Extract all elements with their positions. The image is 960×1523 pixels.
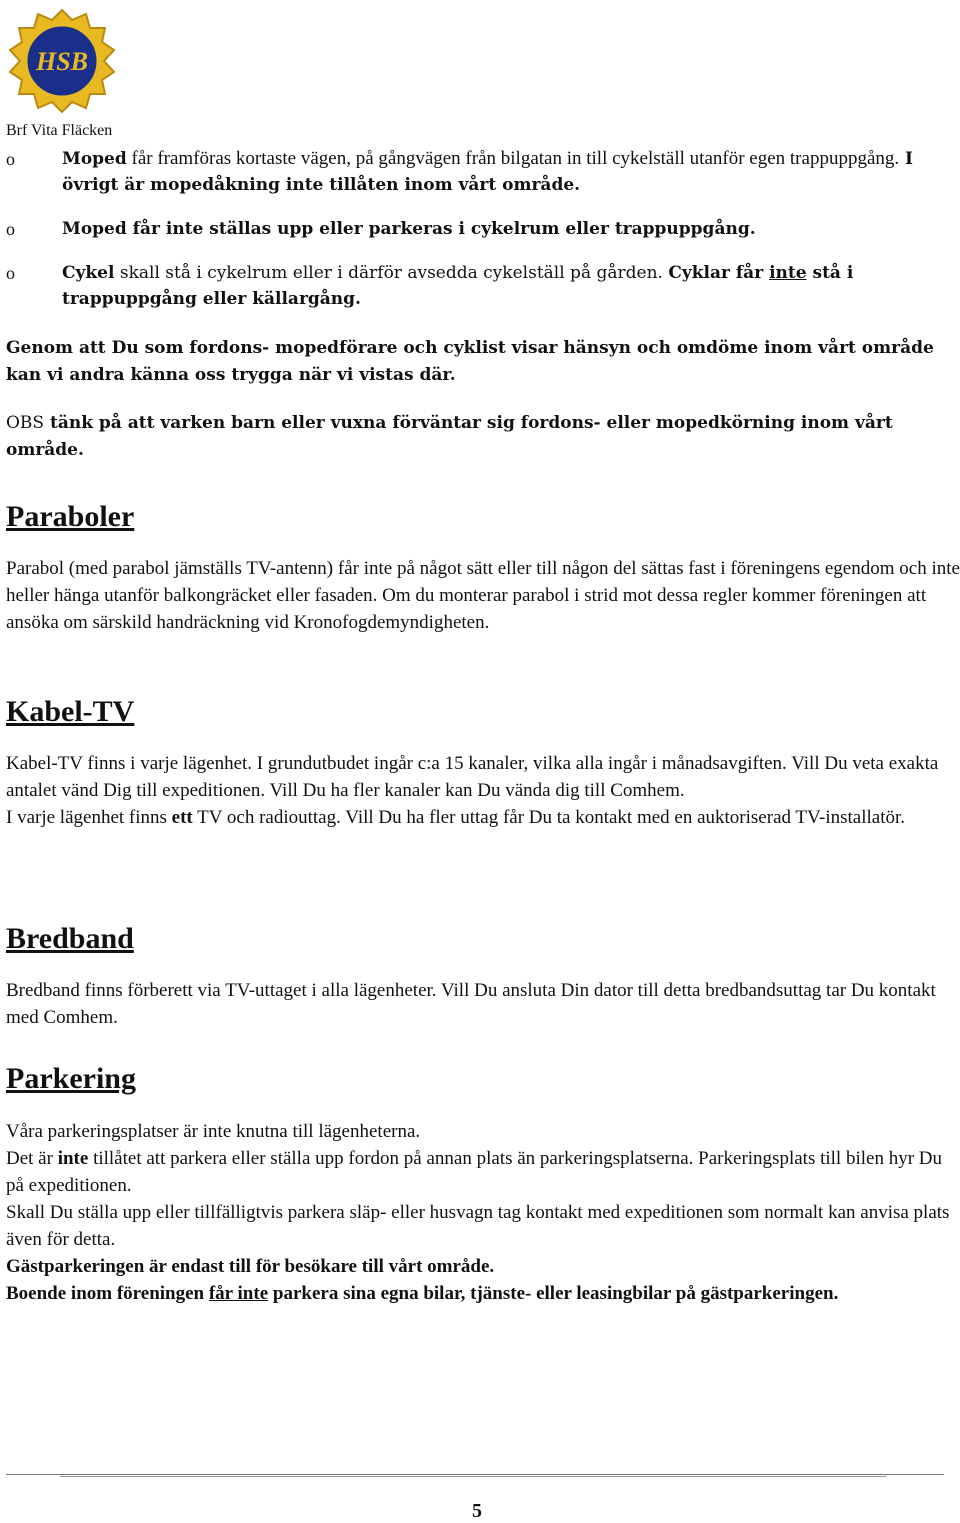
footer-divider-inner [60,1476,886,1477]
obs-paragraph [6,410,956,464]
text: får framföras kortaste vägen, på gångvägen från bilgatan in till cykelställ utanför egen trappuppgång. [126,148,900,169]
paragraph: Skall Du ställa upp eller tillfälligtvis parkera släp- eller husvagn tag kontakt med expeditionen som normalt kan anvisa plats även för detta. [6,1202,950,1250]
bold-text: Moped får inte ställas upp eller parkeras i cykelrum eller trappuppgång. [62,219,756,239]
bullet-marker: o [6,219,15,239]
heading-bredband: Bredband [6,922,134,955]
underlined-bold-text: inte [769,263,807,283]
kabel-body [6,750,960,831]
text: skall stå i cykelrum eller i därför avsedda cykelställ på gården. [114,263,669,283]
bold-text: Moped [62,149,127,169]
paragraph: Kabel-TV finns i varje lägenhet. I grundutbudet ingår c:a 15 kanaler, vilka alla ingår i månadsavgiften. Vill Du veta exakta antalet vänd Dig till expeditionen. Vill Du ha fler kanaler kan Du vända dig till Comhem. [6,753,939,801]
paragraph: I varje lägenhet finns ett TV och radiouttag. Vill Du ha fler uttag får Du ta kontakt med en auktoriserad TV-installatör. [6,807,905,828]
bold-text: Cyklar får [668,263,770,283]
bullet-marker: o [6,263,15,283]
heading-paraboler: Paraboler [6,500,135,533]
bold-text: Cykel [62,263,115,283]
list-item [6,216,956,242]
footer-divider [6,1474,944,1475]
parkering-body [6,1118,960,1307]
paragraph: Parabol (med parabol jämställs TV-antenn) får inte på något sätt eller till någon del sättas fast i föreningens egendom och inte heller hänga utanför balkongräcket eller fasaden. Om du monterar parabol i strid mot dessa regler kommer föreningen att ansöka om särskild handräckning vid Kronofogdemyndigheten. [6,558,960,633]
paragraph: Det är inte tillåtet att parkera eller ställa upp fordon på annan plats än parkeringsplatserna. Parkeringsplats till bilen hyr Du på expeditionen. [6,1148,942,1196]
notice-paragraph: Genom att Du som fordons- mopedförare och cyklist visar hänsyn och omdöme inom vårt område kan vi andra känna oss trygga när vi vistas där. [6,338,934,385]
logo-text: HSB [35,47,89,76]
heading-kabel-tv: Kabel-TV [6,695,135,728]
paraboler-body [6,555,960,636]
bullet-list [6,146,956,330]
heading-parkering: Parkering [6,1062,136,1095]
bullet-marker: o [6,149,15,169]
obs-label: OBS [6,413,45,433]
paragraph: Boende inom föreningen får inte parkera sina egna bilar, tjänste- eller leasingbilar på gästparkeringen. [6,1283,839,1304]
list-item [6,146,956,198]
paragraph: Bredband finns förberett via TV-uttaget i alla lägenheter. Vill Du ansluta Din dator till detta bredbandsuttag tar Du kontakt med Comhem. [6,980,936,1028]
paragraph: Våra parkeringsplatser är inte knutna till lägenheterna. [6,1121,421,1142]
hsb-logo [6,6,118,116]
bredband-body [6,977,960,1031]
obs-text: tänk på att varken barn eller vuxna förväntar sig fordons- eller mopedkörning inom vårt område. [6,413,893,460]
paragraph: Gästparkeringen är endast till för besökare till vårt område. [6,1256,495,1277]
bold-text: stå i trappuppgång eller källargång. [62,263,854,309]
page-number: 5 [472,1500,482,1522]
list-item [6,260,956,312]
bold-text: I övrigt är mopedåkning inte tillåten inom vårt område. [62,149,914,195]
organization-name: Brf Vita Fläcken [6,122,113,139]
